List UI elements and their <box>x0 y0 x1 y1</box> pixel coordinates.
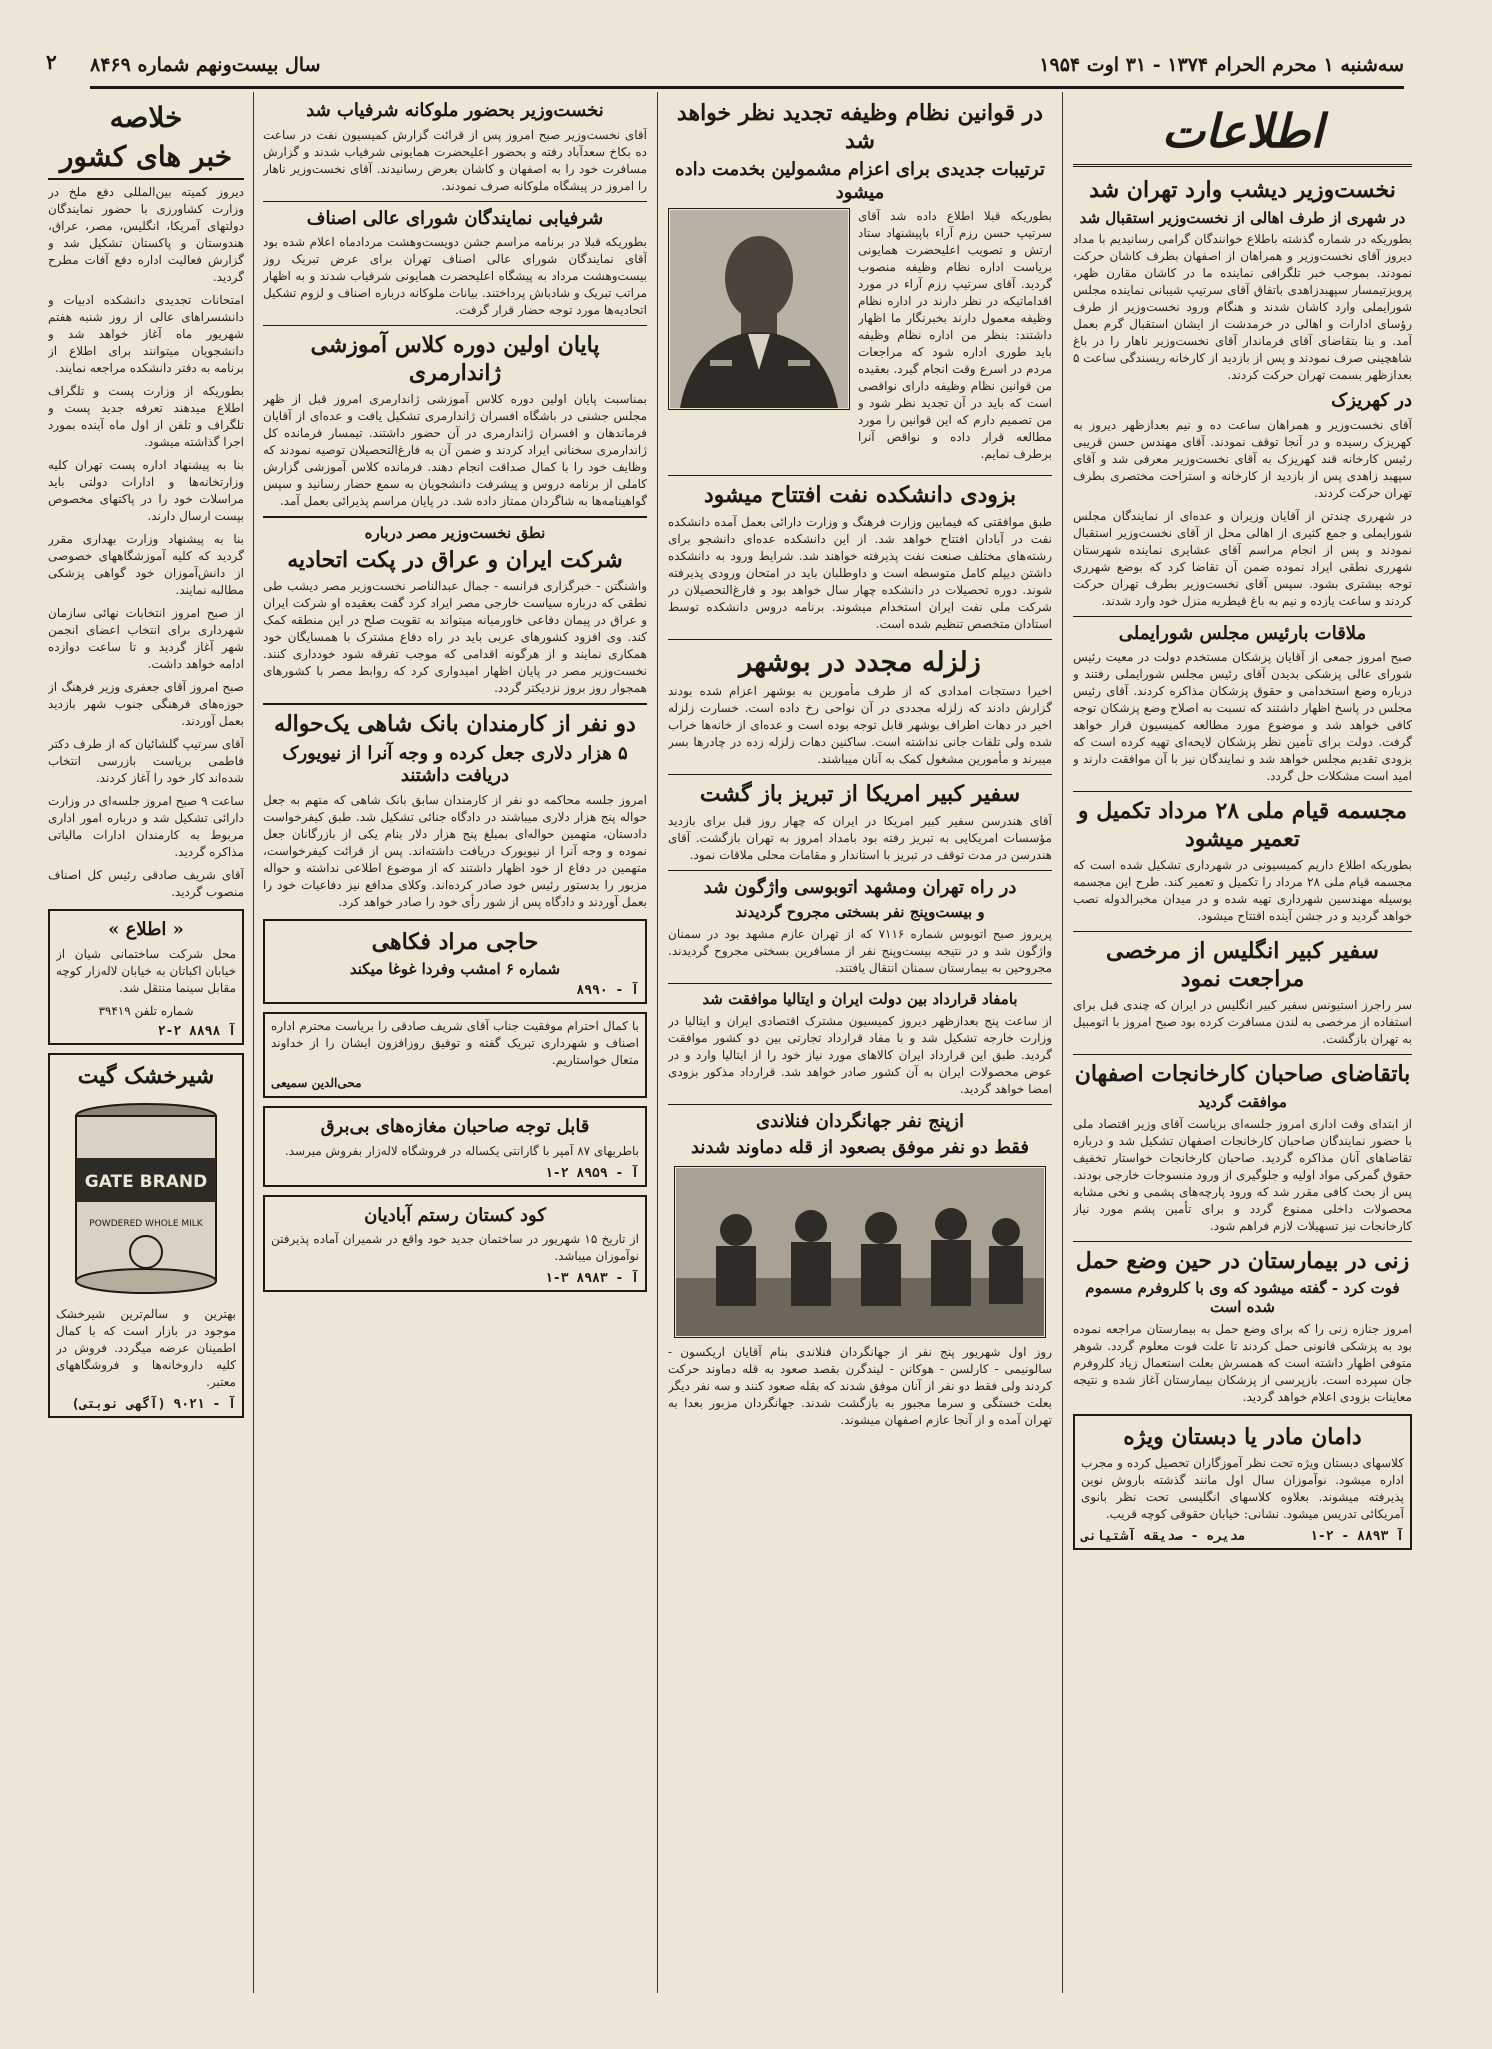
ad-congratulation-sign: محی‌الدین سمیعی <box>271 1076 362 1090</box>
headline-us-ambassador: سفیر کبیر امریکا از تبریز باز گشت <box>699 781 1021 808</box>
article-bushehr-quake: اخیرا دستجات امدادی که از طرف مأمورین به بوشهر اعزام شده بودند گزارش دادند که زلزله مجددی در آن نواحی رخ داده است. خسارت زلزله اخیر در دهات اطراف بوشهر قابل توجه بوده است و عده‌ای از خانه‌ها خراب شده ولی تلفات جانی نداشته است. ساکنین دهات زلزله زده در چادرها بسر میبرند و مأمورین مشغول کمک به آنان میباشند. <box>668 684 1052 767</box>
ad-battery-body: باطریهای ۸۷ آمپر با گارانتی یکساله در فروشگاه لاله‌زار بفروش میرسد. <box>284 1143 639 1158</box>
divider <box>1073 791 1412 792</box>
notice-box <box>48 909 244 1045</box>
summary-title: خلاصه <box>109 101 183 134</box>
kicker-egypt-pm: نطق نخست‌وزیر مصر درباره <box>364 524 546 542</box>
ad-school-title: دامان مادر یا دبستان ویژه <box>1123 1423 1362 1450</box>
ad-haji-morad-title: حاجی مراد فکاهی <box>371 928 539 955</box>
ad-school-manager: مدیره - صدیقه آشتیانی <box>1081 1529 1246 1544</box>
summary-item: ساعت ۹ صبح امروز جلسه‌ای در وزارت دارائی تشکیل شد و درباره امور اداری مربوط به کارمندان ادارات مالیاتی مذاکره گردید. <box>48 794 244 859</box>
section-masthead: اطلاعات <box>1073 104 1412 167</box>
divider <box>263 201 647 202</box>
ad-school <box>1073 1414 1412 1551</box>
headline-pm-returns: نخست‌وزیر دیشب وارد تهران شد <box>1089 177 1396 203</box>
divider <box>668 983 1052 984</box>
article-pm-returns: بطوریکه در شماره گذشته باطلاع خوانندگان گرامی رسانیدیم با مداد دیروز آقای نخست‌وزیر و همراهان از اصفهان بطرف کاشان حرکت نمودند. بموجب خبر تلگرافی نماینده ما در کاشان مقارن ظهر، پرویزتیمسار سپهبدزاهدی باتفاق آقای سرتیپ شیبانی نماینده مجلس شورایملی وارد کاشان شدند و هنگام ورود نخست‌وزیر از طرف رؤسای ادارات و اهالی در خرمدشت از ایشان استقبال گرم بعمل آمد. و بنا بتقاضای آقای فرماندار آقای نخست‌وزیر ناهار را در باغ شاهچینی صرف نمودند و پس از بازدید از کارخانه ریسندگی ساعت ۵ بعدازظهر بسمت تهران حرکت کردند. <box>1073 232 1412 383</box>
ad-kindergarten-body: از تاریخ ۱۵ شهریور در ساختمان جدید خود واقع در شمیران آماده پذیرفتن نوآموزان میباشد. <box>271 1232 639 1263</box>
article-majlis-meeting: صبح امروز جمعی از آقایان پزشکان مستخدم دولت در معیت رئیس شورای عالی پزشکی بدیدن آقای رئیس مجلس شورایملی رفتند و درباره وضع استخدامی و حقوق پزشکان مذاکره کردند. آقای رئیس مجلس در پاسخ اظهار داشتند که نسبت به اصلاح وضع پزشکان توجه کافی خواهد شد و موضوع مورد مطالعه کمیسیون قرار خواهد گرفت. دولت برای تأمین نظر پزشکان لایحه‌ای تهیه کرده است که بزودی تقدیم مجلس خواهد شد و نمایندگان نیز با آن موافقت دارند و امید است مشکلات حل گردد. <box>1073 650 1412 784</box>
headline-oil-faculty: بزودی دانشکده نفت افتتاح میشود <box>703 482 1017 508</box>
article-baghdad-pact: واشنگتن - خبرگزاری فرانسه - جمال عبدالناصر نخست‌وزیر مصر دیشب طی نطقی که درباره سیاست خارجی مصر ایراد کرد گفت بعقیده او شرکت ایران و عراق در پیمان دفاعی خاورمیانه میتواند به تقویت صلح در این منطقه کمک کند. وی افزود کشورهای عربی باید در راه دفاع مشترک با همسایگان خود همکاری نمایند و از هرگونه اقدامی که موجب تفرقه شود خودداری کنند. نخست‌وزیر مصر در پایان اظهار امیدواری کرد که روابط مصر با کشورهای همجوار روز بروز نزدیکتر گردد. <box>263 579 647 696</box>
column-rule <box>253 92 254 1993</box>
headline-majlis-meeting: ملاقات بارئیس مجلس شورایملی <box>1118 622 1367 644</box>
summary-item: بنا به پیشنهاد وزارت بهداری مقرر گردید که کلیه آموزشگاههای خصوصی از دانش‌آموزان خود گواهی پزشکی مطالبه نمایند. <box>48 532 244 597</box>
ad-kindergarten-ref: آ - ۸۹۸۳ ۳-۱ <box>545 1271 639 1286</box>
headline-conscription: در قوانین نظام وظیفه تجدید نظر خواهد شد <box>676 100 1044 154</box>
ad-kindergarten-title: کود کستان رستم آبادیان <box>364 1204 546 1226</box>
ad-battery-title: قابل توجه صاحبان مغازه‌های بی‌برق <box>320 1116 590 1137</box>
divider <box>1073 1241 1412 1242</box>
divider <box>1073 1054 1412 1055</box>
summary-item: آقای شریف صادقی رئیس کل اصناف منصوب گردید. <box>48 868 244 899</box>
portrait-photo <box>668 208 850 410</box>
subhead-isfahan-factories: موافقت گردید <box>1198 1092 1287 1111</box>
headline-italy-agreement: بامفاد قرارداد بین دولت ایران و ایتالیا موافقت شد <box>702 990 1018 1008</box>
article-italy-agreement: از ساعت پنج بعدازظهر دیروز کمیسیون مشترک اقتصادی ایران و ایتالیا در وزارت خارجه تشکیل شد و با مفاد قرارداد تجارتی بین دو کشور موافقت گردید. طبق این قرارداد ایران کالاهای مورد نیاز خود را از ایتالیا وارد و در عوض محصولات ایران به آن کشور صادر خواهد شد. قرارداد مذکور بزودی امضا خواهد گردید. <box>668 1013 1052 1096</box>
article-british-ambassador: سر راجرز استیونس سفیر کبیر انگلیس در ایران که چندی قبل برای استفاده از مرخصی به لندن مسافرت کرده بود صبح امروز با اتومبیل به تهران بازگشت. <box>1073 998 1412 1047</box>
article-oil-faculty: طبق موافقتی که فیمابین وزارت فرهنگ و وزارت دارائی بعمل آمده دانشکده نفت در آبادان افتتاح خواهد شد. از این دانشکده عده‌ای دانشجو برای رشته‌های مختلف صنعت نفت پذیرفته خواهند شد. شرایط ورود به دانشکده داشتن دیپلم کامل متوسطه است و داوطلبان باید در امتحان ورودی پذیرفته شوند. دوره تحصیلات در دانشکده چهار سال خواهد بود و فارغ‌التحصیلان در شرکت ملی نفت ایران استخدام میشوند. برنامه دروس دانشکده توسط استادان متخصص تنظیم شده است. <box>668 514 1052 631</box>
divider <box>1073 931 1412 932</box>
column-ettelaat <box>1065 92 1420 1993</box>
headline-gendarmerie: پایان اولین دوره کلاس آموزشی ژاندارمری <box>310 332 600 386</box>
headline-guilds-council: شرفیابی نمایندگان شورای عالی اصناف <box>306 207 604 229</box>
summary-item: صبح امروز آقای جعفری وزیر فرهنگ از حوزه‌های فرهنگی جنوب شهر بازدید بعمل آوردند. <box>48 680 244 728</box>
notice-title: « اطلاع » <box>108 919 184 940</box>
article-bus-accident: پریروز صبح اتوبوس شماره ۷۱۱۶ که از تهران عازم مشهد بود در سمنان واژگون شد و در نتیجه بیست‌وپنج نفر از مسافرین بسختی مجروح گردیدند. مجروحین به بیمارستان سمنان انتقال یافتند. <box>668 927 1052 975</box>
headline-isfahan-factories: باتقاضای صاحبان کارخانجات اصفهان <box>1074 1061 1411 1088</box>
subhead-kahrizak: در کهریزک <box>1331 390 1412 412</box>
ad-haji-morad <box>263 919 647 1004</box>
subhead-pm-returns: در شهری از طرف اهالی از نخست‌وزیر استقبال شد <box>1079 208 1406 227</box>
column-rule <box>1062 92 1063 1993</box>
conscription-block <box>668 208 1052 469</box>
subhead-finnish-climbers: فقط دو نفر موفق بصعود از قله دماوند شدند <box>690 1137 1030 1159</box>
summary-item: امتحانات تجدیدی دانشکده ادبیات و دانشسراهای عالی از روز شنبه هفتم شهریور ماه آغاز خواهد شد و دانشجویان میتوانند برای اطلاع از برنامه به دفتر دانشکده مراجعه نمایند. <box>48 293 244 375</box>
page-number: ۲ <box>46 50 57 74</box>
divider <box>1073 616 1412 617</box>
headline-british-ambassador: سفیر کبیر انگلیس از مرخصی مراجعت نمود <box>1106 938 1379 992</box>
column-three <box>255 92 655 1993</box>
notice-phone: شماره تلفن ۳۹۴۱۹ <box>98 1003 194 1018</box>
summary-subtitle: خبر های کشور <box>48 139 244 180</box>
summary-item: از صبح امروز انتخابات نهائی سازمان شهرداری برای انتخاب اعضای انجمن شهر آغاز گردید و تا ساعت دوازده ادامه خواهد داشت. <box>48 606 244 671</box>
notice-ref: آ ۸۸۹۸ ۲-۲ <box>157 1023 236 1039</box>
divider <box>668 870 1052 871</box>
article-conscription: بطوریکه قبلا اطلاع داده شد آقای سرتیپ حسن رزم آراء باپیشنهاد ستاد ارتش و تصویب اعلیحضرت همایونی بریاست اداره نظام وظیفه منصوب گردید. آقای سرتیپ رزم آراء در مورد اقداماتیکه در نظر دارند در اداره نظام وظیفه معمول دارند بخبرنگار ما اظهار داشتند: بنظر من اداره نظام وظیفه باید طوری اداره شود که مراجعات مردم در اسرع وقت انجام گیرد. بعقیده من قوانین نظام وظیفه دارای نواقصی است که باید در آن تجدید نظر شود و من تصمیم دارم که این قوانین را مورد مطالعه قرار داده و نواقص آنرا برطرف نمایم. <box>858 209 1052 461</box>
divider <box>668 1104 1052 1105</box>
page-header <box>90 44 1404 89</box>
climbers-photo <box>674 1166 1046 1338</box>
ad-kindergarten <box>263 1195 647 1293</box>
portrait-icon <box>670 210 848 408</box>
summary-item: آقای سرتیپ گلشائیان که از طرف دکتر فاطمی بریاست بازرسی انتخاب شده‌اند کار خود را آغاز کردند. <box>48 737 244 785</box>
issue-number: سال بیست‌ونهم شماره ۸۴۶۹ <box>90 54 321 76</box>
ad-battery <box>263 1106 647 1187</box>
divider <box>263 516 647 518</box>
ad-congratulation-body: با کمال احترام موفقیت جناب آقای شریف صادقی را بریاست محترم اداره اصناف و شهرداری تبریک گفته و توفیق روزافزون ایشان را از خداوند متعال خواستاریم. <box>271 1019 639 1067</box>
group-photo-icon <box>676 1168 1044 1336</box>
ad-milk-ref: آ - ۹۰۲۱ (آگهی نوبتی) <box>71 1397 236 1412</box>
ad-milk-body: بهترین و سالم‌ترین شیرخشک موجود در بازار است که با کمال اطمینان عرضه میگردد. فروش در کلیه داروخانه‌ها و فروشگاههای معتبر. <box>56 1307 236 1389</box>
article-guilds-council: بطوریکه قبلا در برنامه مراسم جشن دویست‌وهشت مردادماه اعلام شده بود آقای نمایندگان شورای عالی اصناف تهران برای عرض تبریک روز بیست‌وهشت مرداد به پیشگاه اعلیحضرت همایونی شرفیاب شدند و به اظهار مراتب تبریک و شادباش پرداختند. بیانات ملوکانه درباره اصناف و لزوم تشکیل اتحادیه‌ها مورد توجه حضار قرار گرفت. <box>263 235 647 317</box>
ad-haji-morad-ref: آ - ۸۹۹۰ <box>576 983 639 998</box>
ad-school-body: کلاسهای دبستان ویژه تحت نظر آموزگاران تحصیل کرده و مجرب اداره میشود. نوآموزان سال اول مانند گذشته باروش نوین پذیرفته میشوند. بعلاوه کلاسهای انگلیسی تحت نظر بانوی آمریکائی تدریس میشود. نشانی: خیابان حقوقی کوچه قریب. <box>1081 1456 1404 1521</box>
summary-item: بطوریکه از وزارت پست و تلگراف اطلاع میدهند تعرفه جدید پست و تلگراف و تلفن از اول ماه آینده بمورد اجرا گذاشته میشود. <box>48 384 244 449</box>
issue-date: سه‌شنبه ۱ محرم الحرام ۱۳۷۴ - ۳۱ اوت ۱۹۵۴ <box>1039 54 1404 76</box>
article-gendarmerie: بمناسبت پایان اولین دوره کلاس آموزشی ژاندارمری امروز قبل از ظهر مجلس جشنی در باشگاه افسران ژاندارمری تشکیل یافت و عده‌ای از آقایان فرماندهان و افسران ژاندارمری در آن حضور داشتند. تیمسار فرمانده کل ژاندارمری سخنانی ایراد کردند و ضمن آن به فارغ‌التحصیلان توصیه نمودند که وظایف خود را با کمال صداقت انجام دهند. فرمانده کلاس آموزشی گزارش کاملی از برنامه دروس و پیشرفت دانشجویان به سمع حضار رسانید و سپس گواهینامه‌ها به شاگردان ممتاز داده شد. در پایان مراسم پذیرائی بعمل آمد. <box>263 392 647 508</box>
headline-baghdad-pact: شرکت ایران و عراق در پکت اتحادیه <box>287 546 623 573</box>
divider <box>668 639 1052 640</box>
column-summary <box>40 92 252 1993</box>
divider <box>263 703 647 705</box>
article-shahr-rey: در شهرری چندتن از آقایان وزیران و عده‌ای از نمایندگان مجلس شورایملی و جمع کثیری از اهالی محل از آقای نخست‌وزیر استقبال نمودند و پس از انجام مراسم آقای عشایری نماینده شهرستان شهرری نطقی ایراد نموده ضمن آن تقاضا کرد که بوضع شهرری توجه بیشتری بشود. سپس آقای نخست‌وزیر بطرف تهران حرکت کردند و ساعت یازده و نیم به باغ قیطریه منزل خود وارد شدند. <box>1073 508 1412 608</box>
article-statue: بطوریکه اطلاع داریم کمیسیونی در شهرداری تشکیل شده است که مجسمه قیام ملی ۲۸ مرداد را تکمیل و تعمیر کند. طرح این مجسمه بوسیله مهندسین شهرداری تهیه شده و در میدان مخبرالدوله نصب خواهد گردید و در جشن آینده افتتاح میشود. <box>1073 858 1412 924</box>
caption-finnish-climbers: روز اول شهریور پنج نفر از جهانگردان فنلاندی بنام آقایان اریکسون - سالونیمی - کارلسن - هوکانن - لیندگرن بقصد صعود به قله دماوند حرکت کردند ولی فقط دو نفر از آنان موفق شدند که بقله صعود کنند و سه نفر دیگر بعلت خستگی و سرما مجبور به بازگشت شدند. جهانگردان مزبور بعدا به تهران آمده و از آنجا عازم اصفهان میشوند. <box>668 1344 1052 1427</box>
headline-hospital-death: زنی در بیمارستان در حین وضع حمل <box>1075 1247 1410 1274</box>
article-royal-audience: آقای نخست‌وزیر صبح امروز پس از قرائت گزارش کمیسیون نفت در ساعت ده بکاخ سعدآباد رفته و بحضور اعلیحضرت همایونی شرفیاب شدند و گزارش مسافرت خود را به اصفهان و کاشان بعرض رسانیدند. آقای نخست‌وزیر ناهار را امروز در پیشگاه ملوکانه صرف نمودند. <box>263 127 647 193</box>
column-two <box>660 92 1060 1993</box>
ad-milk <box>48 1053 244 1419</box>
ad-congratulation <box>263 1012 647 1098</box>
article-us-ambassador: آقای هندرسن سفیر کبیر امریکا در ایران که چهار روز قبل برای بازدید مؤسسات امریکایی به تبریز رفته بود بامداد امروز به تهران بازگشت. آقای هندرسن در مدت توقف در تبریز با استاندار و مقامات محلی ملاقات نمود. <box>668 813 1052 862</box>
headline-bus-accident: در راه تهران ومشهد اتوبوسی واژگون شد <box>703 876 1017 898</box>
headline-royal-audience: نخست‌وزیر بحضور ملوکانه شرفیاب شد <box>306 100 604 121</box>
headline-bushehr-quake: زلزله مجدد در بوشهر <box>739 646 981 678</box>
ad-school-ref: آ ۸۸۹۳ - ۲-۱ <box>1310 1529 1404 1544</box>
article-bank-forgery: امروز جلسه محاکمه دو نفر از کارمندان سابق بانک شاهی که متهم به جعل حواله پنج هزار دلاری میباشند در دادگاه جنائی تشکیل شد. طبق کیفرخواست دادستان، متهمین حواله‌ای بمبلغ پنج هزار دلار بنام یکی از بازرگانان جعل نموده و وجه آنرا از نیویورک دریافت داشته‌اند. پس از قرائت کیفرخواست، متهمین در دفاع از خود اظهار داشتند که از موضوع اطلاعی نداشته و حواله مزبور را بدستور رئیس خود صادر کرده‌اند. وکلای مدافع نیز دفاعیات خود را بعمل آوردند و دادگاه پس از شور رأی خود را صادر خواهد کرد. <box>263 792 647 909</box>
milk-can-icon <box>61 1098 231 1298</box>
divider <box>668 774 1052 775</box>
article-isfahan-factories: از ابتدای وقت اداری امروز جلسه‌ای بریاست آقای وزیر اقتصاد ملی با حضور نمایندگان صاحبان کارخانجات اصفهان تشکیل شد و درباره تقاضاهای آنان مذاکره گردید. صاحبان کارخانجات خواستار تخفیف حقوق گمرکی مواد اولیه و جلوگیری از ورود منسوجات خارجی بودند. پس از بحث کافی مقرر شد که ورود پارچه‌های پشمی و نخی مشابه محصولات داخلی ممنوع گردد و برای تأمین پشم مورد نیاز کارخانجات نیز تسهیلات لازم فراهم شود. <box>1073 1116 1412 1233</box>
column-rule <box>657 92 658 1993</box>
ad-milk-title: شیرخشک گیت <box>77 1062 215 1089</box>
can-small-label: POWDERED WHOLE MILK <box>89 1219 203 1229</box>
subhead-hospital-death: فوت کرد - گفته میشود که وی با کلروفرم مسموم شده است <box>1085 1279 1400 1316</box>
headline-bank-forgery: دو نفر از کارمندان بانک شاهی یک‌حواله <box>274 711 636 738</box>
headline-finnish-climbers: ازپنج نفر جهانگردان فنلاندی <box>756 1110 964 1132</box>
can-brand-label: GATE BRAND <box>84 1172 208 1192</box>
subhead-bus-accident: و بیست‌وپنج نفر بسختی مجروح گردیدند <box>735 903 985 922</box>
article-kahrizak: آقای نخست‌وزیر و همراهان ساعت ده و نیم بعدازظهر دیروز به کهریزک رسیده و در آنجا توقف نمودند. آقای مهندس حسن قریبی رئیس کارخانه قند کهریزک به آقای نخست‌وزیر معرفی شد و آقای سپهبد زاهدی پس از بازدید از کارخانه و استراحت مختصری بطرف تهران حرکت کردند. <box>1073 417 1412 500</box>
ad-haji-morad-sub: شماره ۶ امشب وفردا غوغا میکند <box>349 960 561 979</box>
divider <box>263 325 647 326</box>
ad-battery-ref: آ - ۸۹۵۹ ۲-۱ <box>545 1165 639 1181</box>
article-hospital-death: امروز جنازه زنی را که برای وضع حمل به بیمارستان مراجعه نموده بود به پزشکی قانونی حمل کردند تا علت فوت معلوم گردد. شوهر متوفی اظهار داشته است که همسرش بعلت استعمال زیاد کلروفرم جان سپرده است. بازپرسی از پزشکان بیمارستان آغاز شده و نتیجه معاینات بزودی اعلام خواهد گردید. <box>1073 1321 1412 1404</box>
summary-item: دیروز کمیته بین‌المللی دفع ملخ در وزارت کشاورزی با حضور نمایندگان دولتهای آمریکا، انگلیس، مصر، عراق، هندوستان و پاکستان تشکیل شد و گزارش فعالیت اداره دفع آفات مطرح گردید. <box>48 185 244 284</box>
subhead-conscription: ترتیبات جدیدی برای اعزام مشمولین بخدمت داده میشود <box>675 159 1045 203</box>
subhead-bank-forgery: ۵ هزار دلاری جعل کرده و وجه آنرا از نیویورک دریافت داشتند <box>282 742 628 787</box>
summary-item: بنا به پیشنهاد اداره پست تهران کلیه وزارتخانه‌ها و ادارات دولتی باید مراسلات خود را در پاکتهای مخصوص بپست ارسال دارند. <box>48 458 244 523</box>
divider <box>668 475 1052 476</box>
headline-statue: مجسمه قیام ملی ۲۸ مرداد تکمیل و تعمیر میشود <box>1077 798 1408 852</box>
ad-school-footer <box>1081 1529 1404 1544</box>
notice-body: محل شرکت ساختمانی شیان از خیابان اکباتان به خیابان لاله‌زار کوچه مقابل سینما منتقل شد. <box>56 946 236 995</box>
